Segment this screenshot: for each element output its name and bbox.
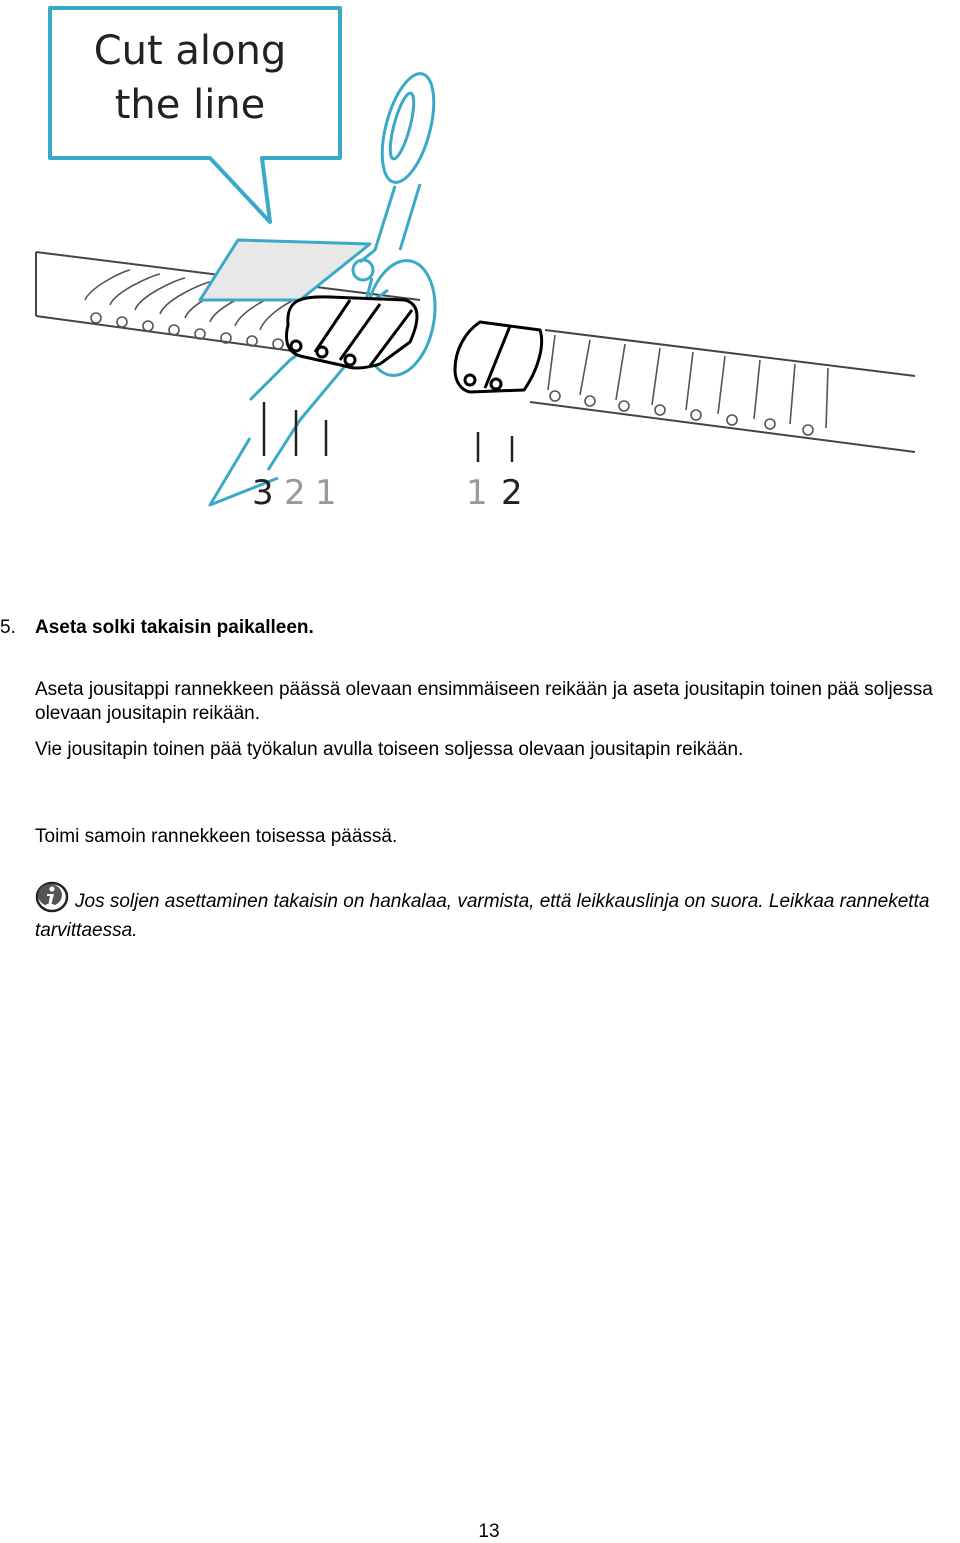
instruction-paragraph-2: Vie jousitapin toinen pää työkalun avulla toiseen soljessa olevaan jousitapin reikään. <box>35 739 744 760</box>
instruction-paragraph-3: Toimi samoin rannekkeen toisessa päässä. <box>35 826 398 847</box>
cut-label-right-2: 2 <box>501 473 523 513</box>
step-title: Aseta solki takaisin paikalleen. <box>35 617 314 638</box>
callout-line-2: the line <box>114 82 266 128</box>
instruction-paragraph-1: Aseta jousitappi rannekkeen päässä olevaan ensimmäiseen reikään ja aseta jousitapin toinen pää soljessa olevaan jousitapin reikään. <box>35 679 933 724</box>
cut-label-left-1: 1 <box>315 473 337 513</box>
step-number: 5. <box>0 617 16 638</box>
page-number: 13 <box>478 1521 500 1542</box>
cut-label-left-3: 3 <box>252 473 274 513</box>
note <box>35 881 960 945</box>
cut-piece-right <box>455 322 542 392</box>
callout-text <box>70 24 310 132</box>
band-right-segments <box>548 335 828 435</box>
cut-labels <box>252 473 523 513</box>
cut-label-left-2: 2 <box>284 473 306 513</box>
callout-line-1: Cut along <box>93 28 287 74</box>
cut-marker-ticks <box>264 402 512 462</box>
note-text: Jos soljen asettaminen takaisin on hankalaa, varmista, että leikkauslinja on suora. Leikkaa ranneketta tarvittaessa. <box>35 891 930 941</box>
cut-piece-left <box>287 297 417 368</box>
step-heading <box>0 616 314 640</box>
cut-label-right-1: 1 <box>466 473 488 513</box>
info-icon <box>35 881 69 913</box>
